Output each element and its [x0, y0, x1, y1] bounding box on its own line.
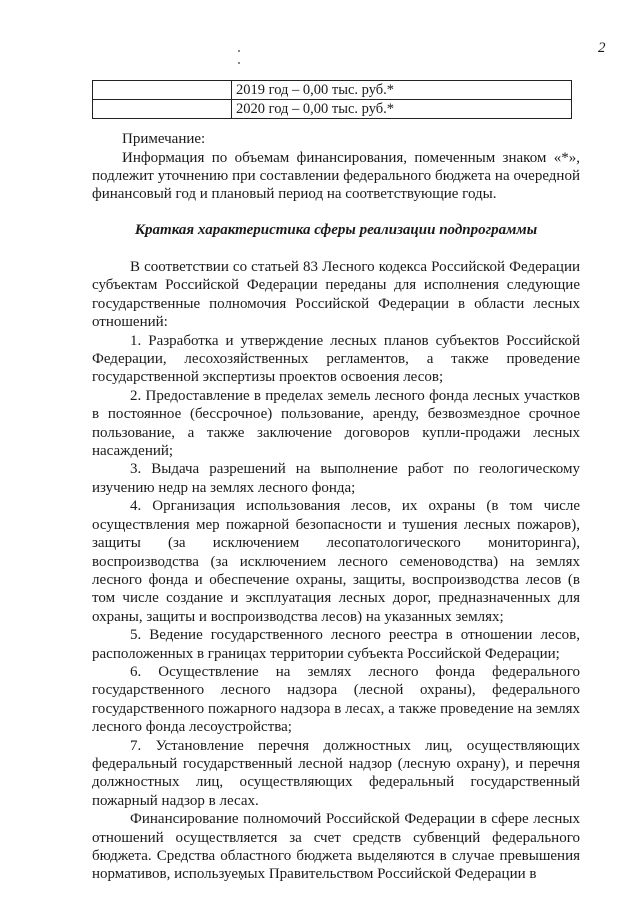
paragraph-item-6: 6. Осуществление на землях лесного фонда федерального государственного лесного надзора (лесной охраны), федерального государственного пожарного надзора в лесах, а также проведение на землях лесного фонда лесоустройства;	[92, 663, 580, 736]
paragraph-item-5: 5. Ведение государственного лесного реестра в отношении лесов, расположенных в границах территории субъекта Российской Федерации;	[92, 627, 580, 662]
table-cell-label	[93, 100, 232, 119]
note-title: Примечание:	[122, 131, 206, 147]
scan-mark	[238, 50, 240, 52]
paragraph-financing: Финансирование полномочий Российской Федерации в сфере лесных отношений осуществляется за счет средств субвенций федерального бюджета. Средства областного бюджета выделяются в случае превышения нормативов, используемых Правительством Российской Федерации в	[92, 811, 580, 883]
paragraph-item-4: 4. Организация использования лесов, их охраны (в том числе осуществления мер пожарной безопасности и тушения лесных пожаров), защиты (за исключением лесопатологического мониторинга), воспроизводства (за исключением лесного семеноводства) на землях лесного фонда и обеспечение охраны, защиты, воспроизводства лесов (в том числе создание и эксплуатация лесных дорог, предназначенных для охраны, защиты и воспроизводства лесов) на указанных землях;	[92, 498, 580, 625]
page-number: 2	[598, 40, 606, 56]
paragraph-item-1: 1. Разработка и утверждение лесных планов субъектов Российской Федерации, лесохозяйственных регламентов, а также проведение государственной экспертизы проектов освоения лесов;	[92, 332, 580, 386]
note-text: Информация по объемам финансирования, помеченным знаком «*», подлежит уточнению при составлении федерального бюджета на очередной финансовый год и плановый период на соответствующие годы.	[92, 150, 580, 202]
section-body	[92, 258, 580, 884]
table-row	[93, 81, 572, 100]
paragraph-item-2: 2. Предоставление в пределах земель лесного фонда лесных участков в постоянное (бессрочное) пользование, аренду, безвозмездное срочное пользование, а также заключение договоров купли-продажи лесных насаждений;	[92, 387, 580, 460]
table-cell-value: 2020 год – 0,00 тыс. руб.*	[232, 100, 572, 119]
paragraph-intro: В соответствии со статьей 83 Лесного кодекса Российской Федерации субъектам Российской Федерации переданы для исполнения следующие государственные полномочия Российской Федерации в области лесных отношений:	[92, 259, 580, 331]
table-cell-label	[93, 81, 232, 100]
table-row	[93, 100, 572, 119]
section-heading: Краткая характеристика сферы реализации подпрограммы	[134, 222, 538, 238]
paragraph-item-3: 3. Выдача разрешений на выполнение работ по геологическому изучению недр на землях лесного фонда;	[92, 461, 580, 496]
financing-table	[92, 80, 572, 119]
scan-mark	[238, 62, 240, 64]
paragraph-item-7: 7. Установление перечня должностных лиц, осуществляющих федеральный государственный лесной надзор (лесную охрану), и перечня должностных лиц, осуществляющих федеральный государственный пожарный надзор в лесах.	[92, 737, 580, 809]
table-cell-value: 2019 год – 0,00 тыс. руб.*	[232, 81, 572, 100]
